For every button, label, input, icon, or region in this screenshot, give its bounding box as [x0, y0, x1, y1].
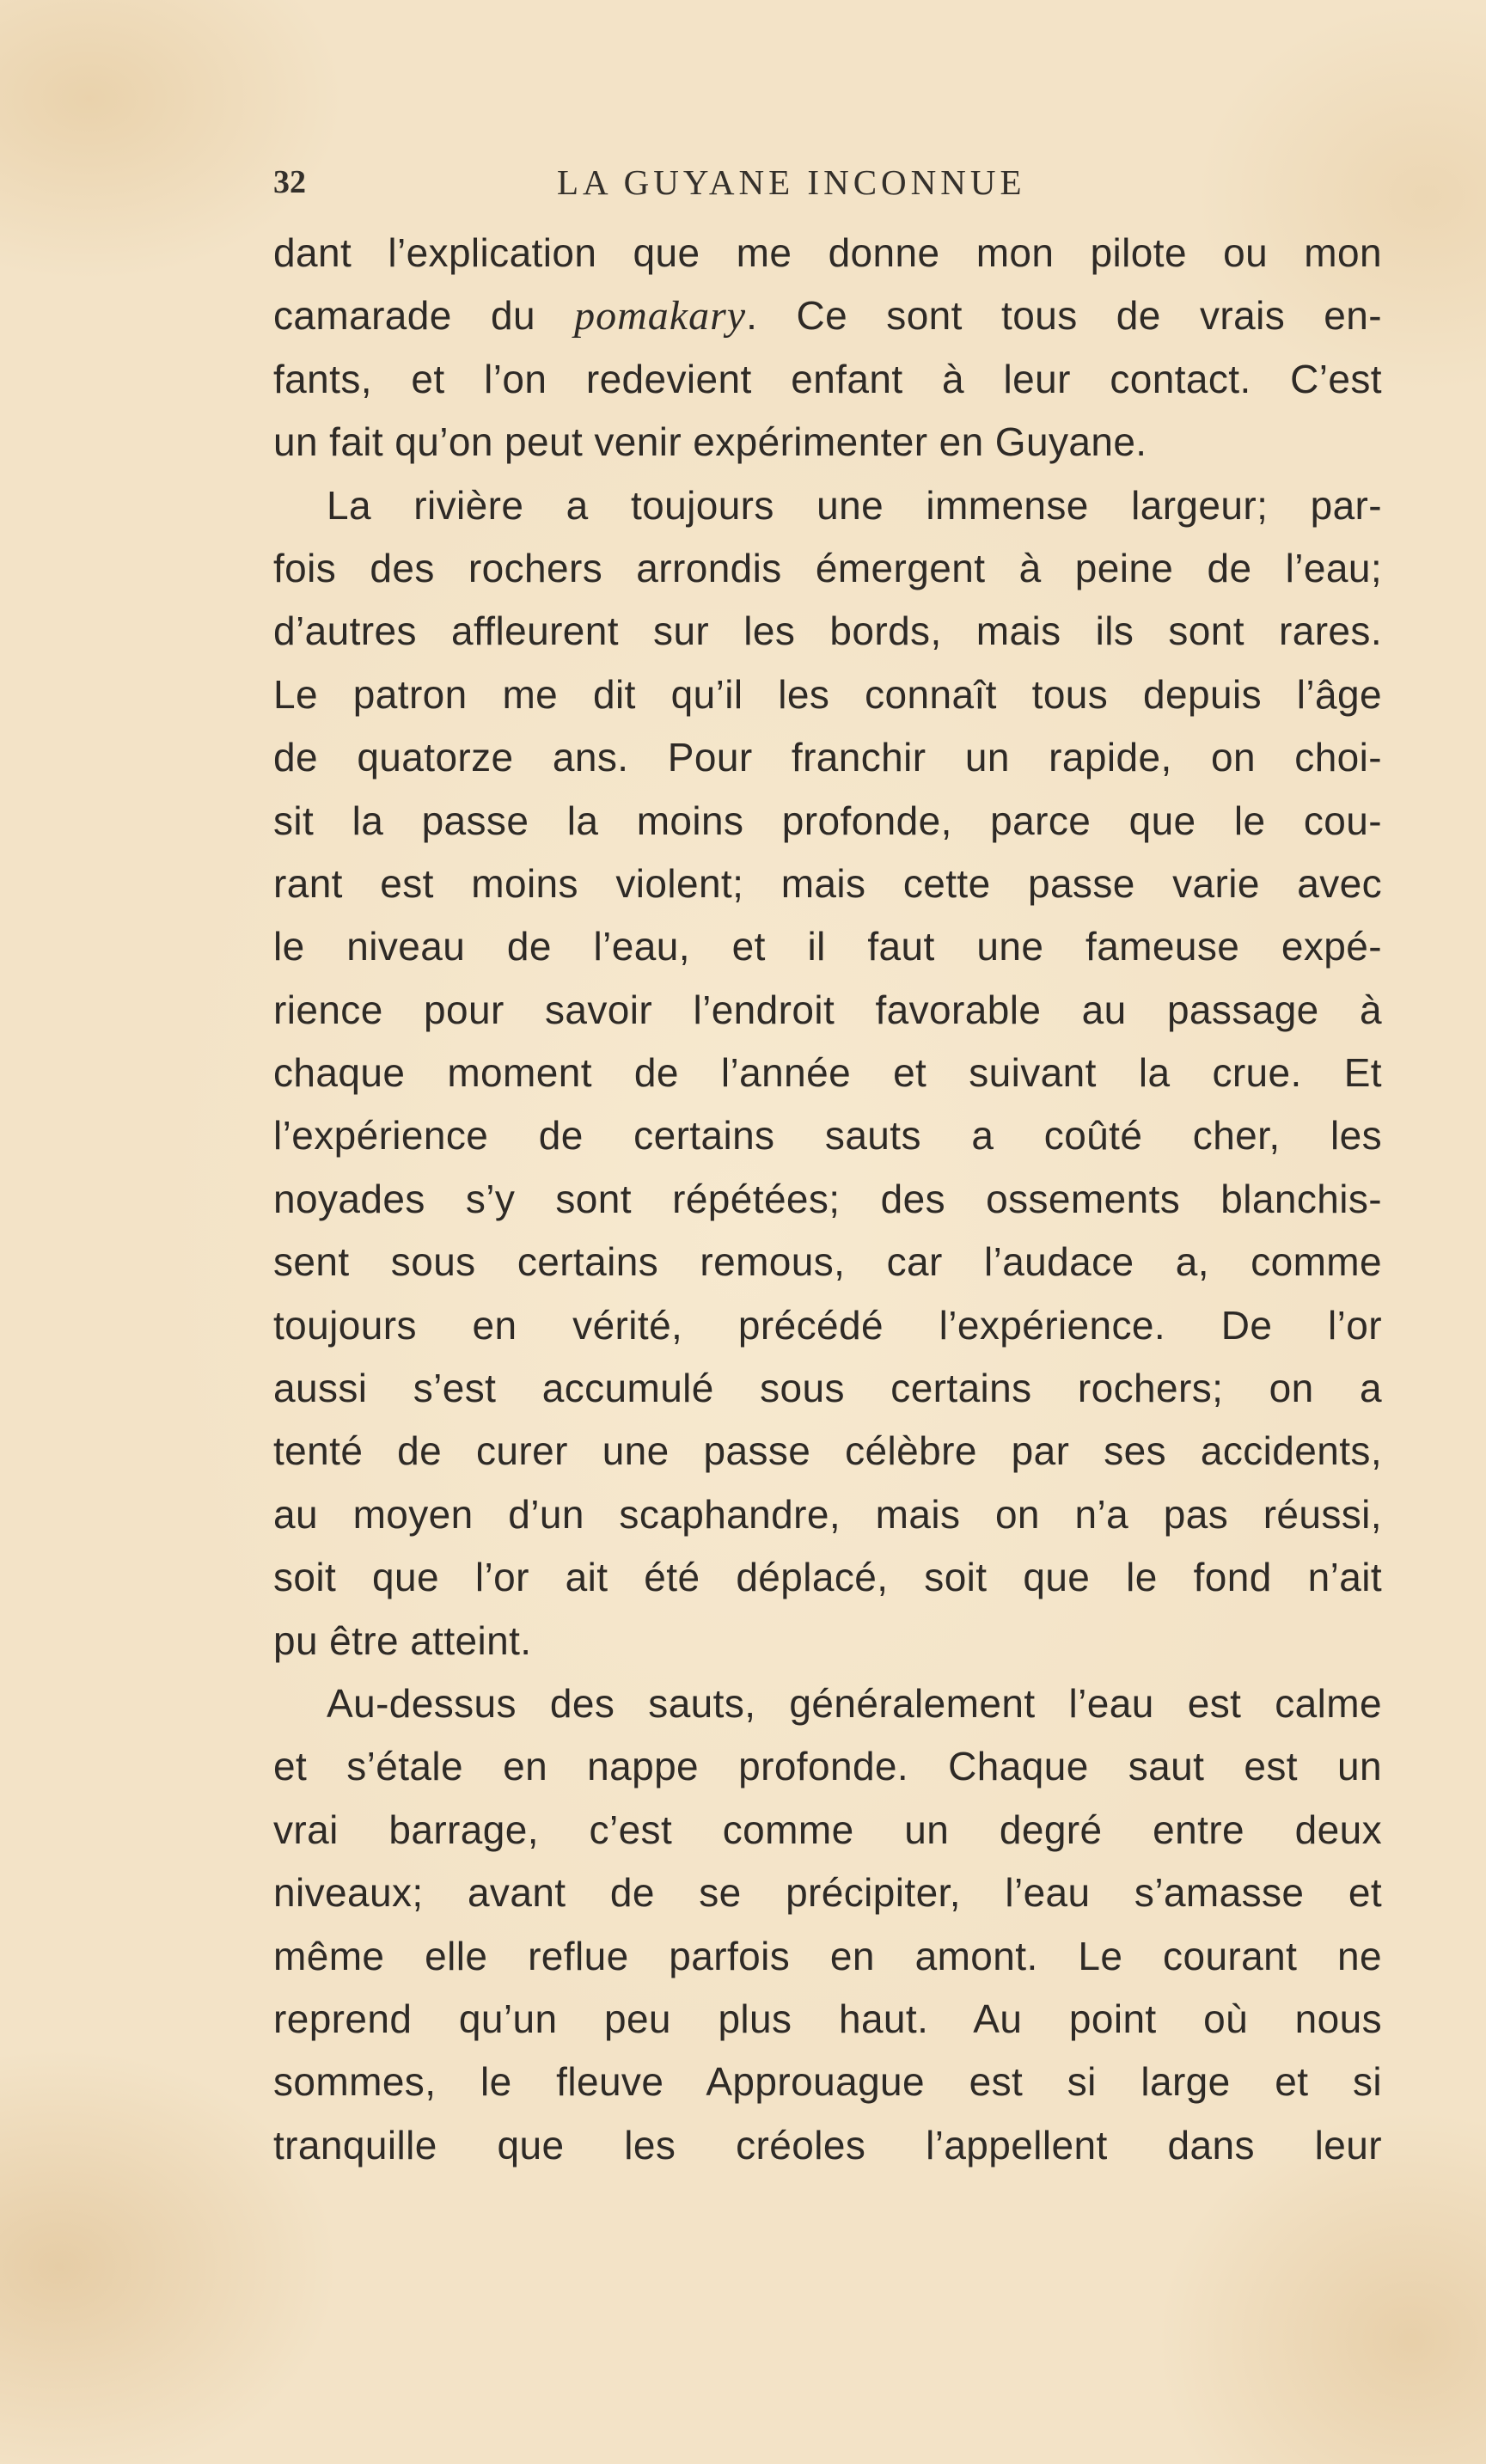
text-line: aussi s’est accumulé sous certains rochers; on a	[273, 1366, 1382, 1411]
text-line: rant est moins violent; mais cette passe varie avec	[273, 860, 1382, 906]
text-line: sit la passe la moins profonde, parce que le cou-	[273, 798, 1382, 843]
text-line	[273, 284, 1382, 347]
text-line: Le patron me dit qu’il les connaît tous depuis l’âge	[273, 671, 1382, 717]
text-line: au moyen d’un scaphandre, mais on n’a pas réussi,	[273, 1491, 1382, 1537]
text-line: fois des rochers arrondis émergent à peine de l’eau;	[273, 545, 1382, 590]
text-segment: . Ce sont tous de vrais en-	[746, 293, 1382, 339]
text-line: noyades s’y sont répétées; des ossements blanchis-	[273, 1176, 1382, 1221]
text-line: dant l’explication que me donne mon pilote ou mon	[273, 230, 1382, 275]
text-line: fants, et l’on redevient enfant à leur contact. C’est	[273, 356, 1382, 401]
page-number: 32	[273, 164, 306, 200]
text-line: reprend qu’un peu plus haut. Au point où nous	[273, 1996, 1382, 2041]
text-line: tranquille que les créoles l’appellent dans leur	[273, 2122, 1382, 2167]
text-line: tenté de curer une passe célèbre par ses accidents,	[273, 1428, 1382, 1474]
book-page	[273, 160, 1382, 2177]
body-text	[273, 222, 1382, 2177]
text-line: un fait qu’on peut venir expérimenter en Guyane.	[273, 419, 1147, 465]
text-line: toujours en vérité, précédé l’expérience. De l’or	[273, 1302, 1382, 1348]
text-line: chaque moment de l’année et suivant la crue. Et	[273, 1050, 1382, 1096]
text-line: et s’étale en nappe profonde. Chaque saut est un	[273, 1744, 1382, 1789]
text-line: l’expérience de certains sauts a coûté cher, les	[273, 1113, 1382, 1159]
text-line: vrai barrage, c’est comme un degré entre deux	[273, 1807, 1382, 1852]
italic-term: pomakary	[574, 293, 747, 339]
text-line: soit que l’or ait été déplacé, soit que le fond n’ait	[273, 1555, 1382, 1600]
text-line: sommes, le fleuve Approuague est si large et si	[273, 2059, 1382, 2105]
paragraph-first-line: Au-dessus des sauts, généralement l’eau est calme	[327, 1680, 1382, 1726]
text-segment: camarade du	[273, 293, 575, 339]
text-line: même elle reflue parfois en amont. Le courant ne	[273, 1933, 1382, 1978]
text-line: le niveau de l’eau, et il faut une fameuse expé-	[273, 924, 1382, 969]
text-line: sent sous certains remous, car l’audace a, comme	[273, 1239, 1382, 1285]
running-title: LA GUYANE INCONNUE	[557, 162, 1026, 202]
running-head	[273, 160, 1382, 211]
text-line: pu être atteint.	[273, 1617, 532, 1663]
text-line: de quatorze ans. Pour franchir un rapide, on choi-	[273, 735, 1382, 780]
text-line: d’autres affleurent sur les bords, mais ils sont rares.	[273, 608, 1382, 654]
paragraph-first-line: La rivière a toujours une immense largeur; par-	[327, 482, 1382, 528]
text-line: rience pour savoir l’endroit favorable au passage à	[273, 987, 1382, 1032]
text-line: niveaux; avant de se précipiter, l’eau s’amasse et	[273, 1870, 1382, 1916]
